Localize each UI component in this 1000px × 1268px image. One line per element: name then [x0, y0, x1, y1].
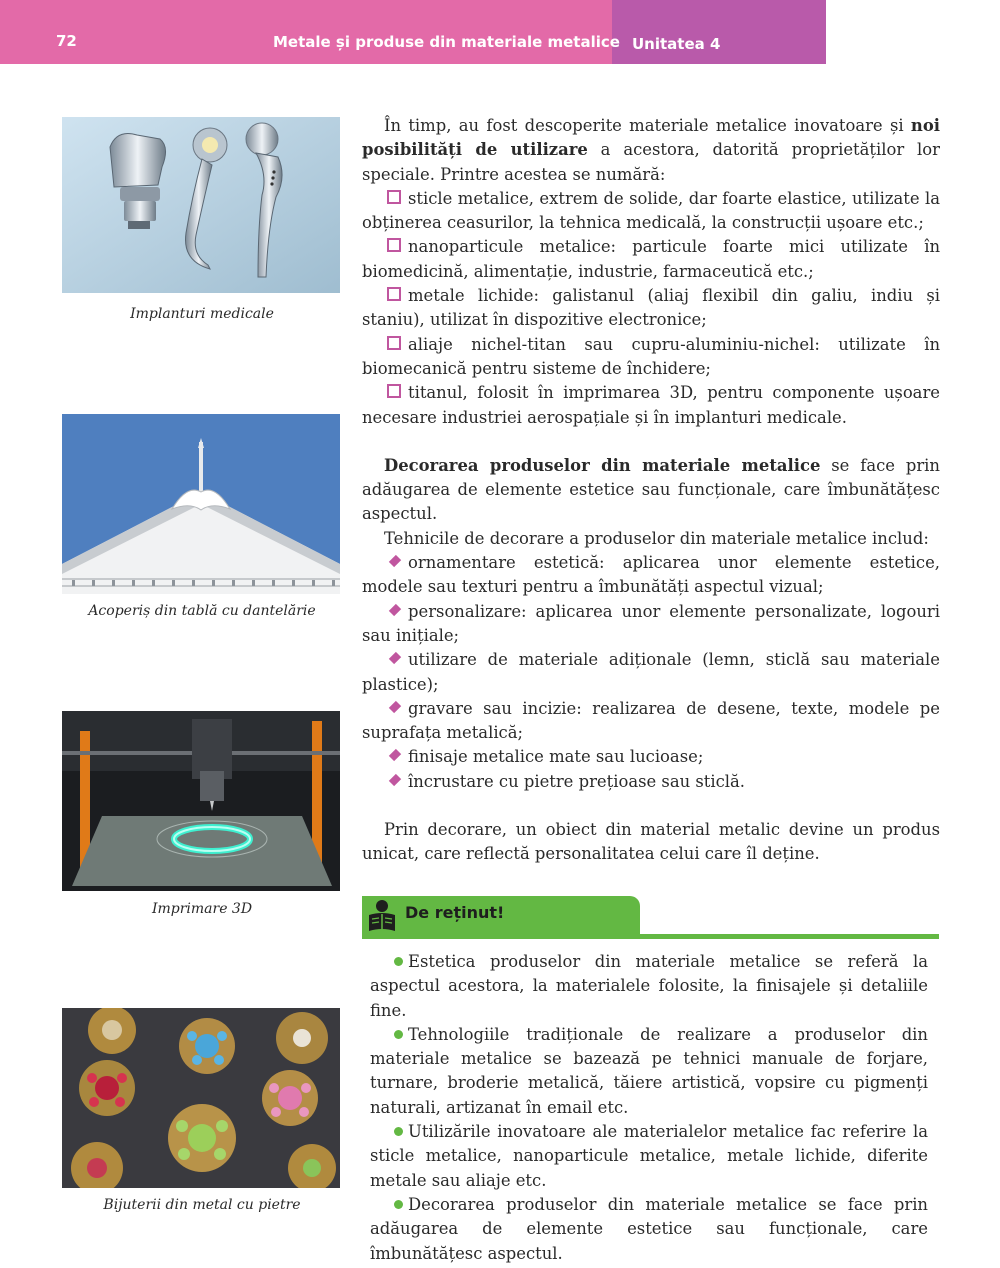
hollow-square-icon [387, 384, 401, 398]
caption-3d-printing: Imprimare 3D [151, 901, 253, 917]
photo-jewelry [62, 1008, 340, 1188]
technique-item [362, 648, 940, 697]
technique-text: gravare sau incizie: realizarea de desene, texte, modele pe suprafața metalică; [362, 698, 940, 743]
technique-text: ornamentare estetică: aplicarea unor elemente estetice, modele sau texturi pentru a îmbunătăți aspectul vizual; [362, 553, 940, 597]
technique-text: personalizare: aplicarea unor elemente personalizate, logouri sau inițiale; [362, 601, 940, 645]
green-dot-icon [394, 957, 403, 966]
remember-item [370, 950, 928, 1023]
innovation-text: metale lichide: galistanul (aliaj flexibil din galiu, indiu și staniu), utilizat în dispozitive electronice; [362, 286, 940, 330]
techniques-intro: Tehnicile de decorare a produselor din materiale metalice includ: [384, 528, 929, 548]
hollow-square-icon [387, 190, 401, 204]
technique-text: finisaje metalice mate sau lucioase; [408, 747, 704, 767]
technique-text: încrustare cu pietre prețioase sau sticlă. [408, 771, 746, 791]
intro-bold-text: noi posibilități de utilizare [362, 116, 940, 160]
caption-jewelry: Bijuterii din metal cu pietre [103, 1197, 301, 1213]
innovation-item [362, 187, 940, 236]
technique-item [362, 745, 940, 769]
hollow-square-icon [387, 336, 401, 350]
caption-medical-implants: Implanturi medicale [130, 306, 274, 322]
decor-text: se face prin adăugarea de elemente estetice sau funcționale, care îmbunătățesc aspectul. [362, 455, 940, 524]
conclusion-paragraph: Prin decorare, un obiect din material metalic devine un produs unicat, care reflectă personalitatea celui care îl deține. [362, 820, 940, 864]
remember-item [370, 1120, 928, 1193]
innovation-item [362, 235, 940, 284]
unit-label: Unitatea 4 [632, 35, 721, 53]
innovation-text: aliaje nichel-titan sau cupru-aluminiu-nichel: utilizate în biomecanică pentru sisteme de închidere; [362, 334, 940, 378]
green-dot-icon [394, 1127, 403, 1136]
diamond-icon [389, 555, 401, 567]
diamond-icon [389, 701, 401, 713]
technique-text: utilizare de materiale adiționale (lemn, sticlă sau materiale plastice); [362, 650, 940, 694]
innovation-text: sticle metalice, extrem de solide, dar foarte elastice, utilizate la obținerea ceasurilor, la tehnica medicală, la construcții ușoare etc.; [362, 188, 940, 233]
diamond-icon [389, 652, 401, 664]
header-pink-band [0, 0, 612, 64]
photo-roof-lace [62, 414, 340, 594]
photo-3d-printing [62, 711, 340, 891]
diamond-icon [389, 774, 401, 786]
main-text [362, 114, 940, 867]
technique-item [362, 551, 940, 600]
hollow-square-icon [387, 287, 401, 301]
innovation-text: nanoparticule metalice: particule foarte mici utilizate în biomedicină, alimentație, industrie, farmaceutică etc.; [362, 237, 940, 281]
intro-paragraph [362, 114, 940, 187]
green-dot-icon [394, 1030, 403, 1039]
technique-item [362, 600, 940, 649]
reader-icon [366, 899, 398, 933]
page-header [0, 0, 826, 64]
technique-item [362, 697, 940, 746]
decor-bold-text: Decorarea produselor din materiale metalice [384, 455, 821, 475]
innovation-item [362, 284, 940, 333]
chapter-title: Metale și produse din materiale metalice [273, 33, 620, 51]
technique-item [362, 770, 940, 794]
innovation-item [362, 381, 940, 430]
intro-text-end: a acestora, datorită proprietăților lor speciale. Printre acestea se numără: [362, 140, 940, 184]
remember-underline [362, 934, 939, 939]
header-purple-band [612, 0, 826, 64]
hollow-square-icon [387, 238, 401, 252]
remember-item [370, 1193, 928, 1266]
remember-item [370, 1023, 928, 1120]
page-number: 72 [56, 32, 77, 50]
remember-text: Decorarea produselor din materiale metalice se face prin adăugarea de elemente estetice sau funcționale, care îmbunătățesc aspectul. [370, 1194, 928, 1263]
remember-title: De reținut! [405, 903, 505, 922]
decor-paragraph [362, 454, 940, 527]
remember-text: Estetica produselor din materiale metalice se referă la aspectul acestora, la materialele folosite, la finisajele și detaliile fine. [370, 952, 928, 1020]
intro-text: În timp, au fost descoperite materiale metalice inovatoare și [384, 116, 911, 135]
diamond-icon [389, 749, 401, 761]
remember-text: Tehnologiile tradiționale de realizare a produselor din materiale metalice se bazează pe tehnici manuale de forjare, turnare, broderie metalică, tăiere artistică, vopsire cu pigmenți naturali, artizanat în email etc. [370, 1024, 928, 1117]
caption-roof-lace: Acoperiș din tablă cu dantelărie [88, 603, 316, 619]
innovation-text: titanul, folosit în imprimarea 3D, pentru componente ușoare necesare industriei aerospațiale și în implanturi medicale. [362, 383, 940, 427]
diamond-icon [389, 603, 401, 615]
remember-body [370, 950, 928, 1266]
remember-text: Utilizările inovatoare ale materialelor metalice fac referire la sticle metalice, nanoparticule metalice, metale lichide, diferite metale sau aliaje etc. [370, 1122, 928, 1190]
photo-medical-implants [62, 117, 340, 293]
green-dot-icon [394, 1200, 403, 1209]
innovation-item [362, 333, 940, 382]
